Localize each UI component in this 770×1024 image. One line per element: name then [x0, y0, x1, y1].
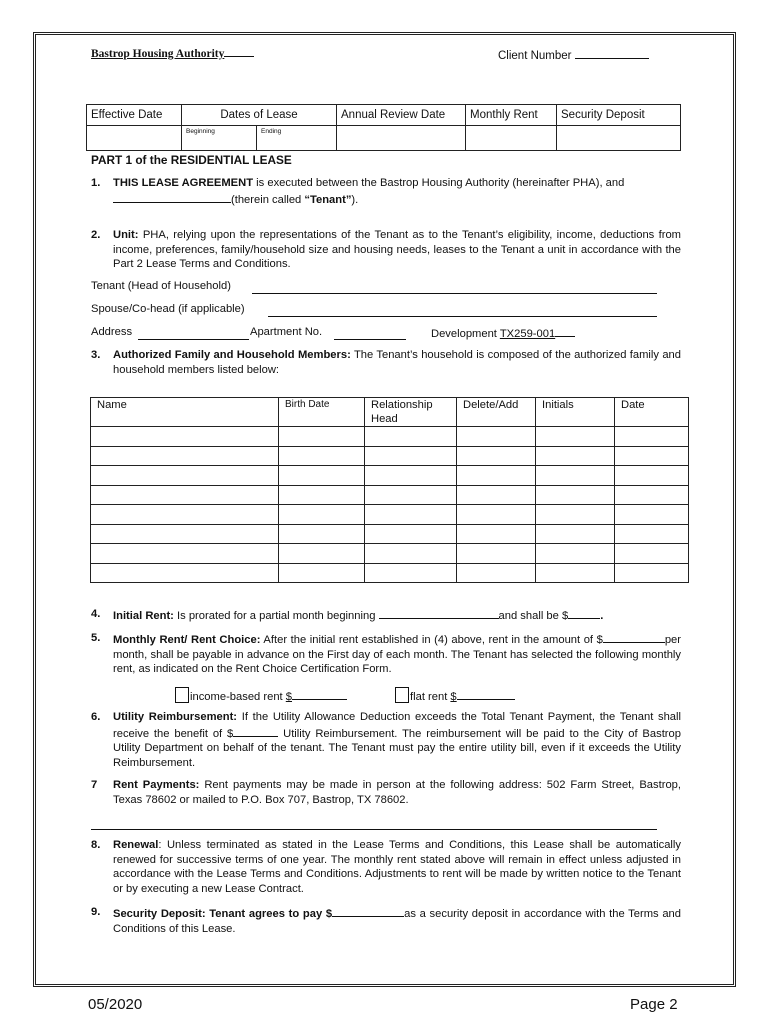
development-label-text: Development — [431, 328, 497, 340]
spouse-field-line[interactable] — [268, 315, 657, 317]
family-cell[interactable] — [365, 466, 457, 486]
family-cell[interactable] — [91, 544, 279, 564]
s9-amount-field[interactable] — [332, 905, 404, 917]
family-cell[interactable] — [536, 427, 615, 447]
s5-text: After the initial rent established in (4) above, rent in the amount of $ — [260, 634, 603, 646]
family-cell[interactable] — [536, 544, 615, 564]
client-number-label: Client Number — [498, 50, 572, 62]
family-cell[interactable] — [457, 485, 536, 505]
family-cell[interactable] — [365, 544, 457, 564]
family-row — [91, 544, 689, 564]
section-3 — [91, 348, 681, 377]
address-field-label: Address — [91, 326, 133, 338]
family-cell[interactable] — [457, 544, 536, 564]
development-value: TX259-001 — [499, 328, 556, 340]
s3-text: The Tenant’s household is composed of the authorized family and household members listed below: — [113, 349, 682, 376]
family-cell[interactable] — [91, 485, 279, 505]
s2-text: PHA, relying upon the representations of the Tenant as to the Tenant’s eligibility, income, deductions from income, preferences, family/household size and housing needs, leases to the Tenant a unit in accordance with the Part 2 Lease Terms and Conditions. — [113, 229, 681, 271]
client-number — [498, 47, 649, 62]
family-cell[interactable] — [457, 446, 536, 466]
family-cell[interactable] — [536, 485, 615, 505]
income-based-checkbox[interactable] — [175, 687, 189, 703]
family-cell[interactable] — [615, 563, 689, 583]
family-cell[interactable] — [457, 524, 536, 544]
family-cell[interactable] — [91, 505, 279, 525]
footer-page: Page 2 — [630, 996, 678, 1013]
s5-amount-field[interactable] — [603, 631, 665, 643]
s1-bold: THIS LEASE AGREEMENT — [113, 177, 254, 189]
s4-amount-field[interactable] — [568, 607, 600, 619]
family-cell[interactable] — [279, 446, 365, 466]
s6-text: If the Utility Allowance Deduction exceeds the Total Tenant Payment, the Tenant shall receive the benefit of $ — [113, 711, 682, 740]
income-based-dollar: $ — [285, 691, 293, 703]
development-label — [431, 326, 575, 340]
s4-bold: Initial Rent: — [113, 610, 174, 622]
s4-text2: and shall be $ — [498, 610, 569, 622]
col-date: Date — [615, 398, 689, 427]
family-members-table — [90, 397, 689, 583]
family-cell[interactable] — [615, 524, 689, 544]
col-name: Name — [91, 398, 279, 427]
s4-date-field[interactable] — [379, 607, 499, 619]
apartment-field-line[interactable] — [334, 338, 406, 340]
family-cell[interactable] — [457, 505, 536, 525]
family-cell[interactable] — [615, 466, 689, 486]
family-row — [91, 427, 689, 447]
family-cell[interactable] — [365, 485, 457, 505]
apartment-field-label: Apartment No. — [250, 326, 323, 338]
family-cell[interactable] — [536, 466, 615, 486]
address-field-line[interactable] — [138, 338, 249, 340]
family-cell[interactable] — [365, 446, 457, 466]
family-cell[interactable] — [365, 524, 457, 544]
family-cell[interactable] — [91, 524, 279, 544]
family-cell[interactable] — [615, 446, 689, 466]
family-cell[interactable] — [91, 446, 279, 466]
section-9 — [91, 905, 681, 936]
s3-num: 3. — [91, 349, 101, 361]
family-row — [91, 524, 689, 544]
divider-line — [91, 828, 657, 830]
header-annual-review: Annual Review Date — [337, 105, 466, 126]
s3-bold: Authorized Family and Household Members: — [113, 349, 351, 361]
header-security-deposit: Security Deposit — [557, 105, 681, 126]
family-cell[interactable] — [91, 466, 279, 486]
lease-info-table — [86, 104, 681, 151]
s7-num: 7 — [91, 779, 98, 791]
family-cell[interactable] — [457, 466, 536, 486]
col-delete-add: Delete/Add — [457, 398, 536, 427]
family-cell[interactable] — [365, 563, 457, 583]
header-dates-of-lease: Dates of Lease — [182, 105, 337, 126]
flat-rent-option[interactable] — [395, 687, 515, 705]
s7-text: Rent payments may be made in person at the following address: 502 Farm Street, Bastrop, Texas 78602 or mailed to P.O. Box 707, Bastrop, TX 78602. — [113, 779, 681, 806]
s6-bold: Utility Reimbursement: — [113, 711, 238, 723]
family-cell[interactable] — [91, 427, 279, 447]
s1-end: ). — [351, 193, 359, 206]
relationship-head: Head — [371, 413, 398, 425]
family-cell[interactable] — [279, 563, 365, 583]
family-cell[interactable] — [457, 427, 536, 447]
col-birth-date: Birth Date — [279, 398, 365, 427]
header-effective-date: Effective Date — [87, 105, 182, 126]
family-cell[interactable] — [365, 505, 457, 525]
income-based-field[interactable] — [292, 688, 347, 700]
family-cell[interactable] — [279, 544, 365, 564]
family-cell[interactable] — [279, 524, 365, 544]
section-4 — [91, 607, 681, 624]
beginning-cell[interactable]: Beginning — [182, 126, 257, 151]
family-row — [91, 485, 689, 505]
section-2 — [91, 228, 681, 272]
s2-num: 2. — [91, 229, 101, 241]
org-name-text: Bastrop Housing Authority — [91, 48, 225, 60]
s6-text2: Utility Reimbursement. The reimbursement will be paid to the City of Bastrop Utility Department on behalf of the tenant. The Tenant must pay the entire utility bill, even if it exceeds the Utility Reimbursement. — [113, 727, 681, 769]
family-cell[interactable] — [536, 446, 615, 466]
s6-amount-field[interactable] — [233, 725, 278, 737]
client-number-field[interactable] — [575, 47, 649, 59]
family-cell[interactable] — [279, 505, 365, 525]
family-row — [91, 505, 689, 525]
family-row — [91, 466, 689, 486]
annual-review-cell[interactable] — [337, 126, 466, 151]
s1-text: is executed between the Bastrop Housing Authority (hereinafter PHA), and — [253, 177, 625, 189]
s1-text2: (therein called — [231, 193, 305, 206]
org-name — [91, 47, 254, 60]
effective-date-cell[interactable] — [87, 126, 182, 151]
s1-num: 1. — [91, 177, 101, 189]
family-cell[interactable] — [536, 524, 615, 544]
family-cell[interactable] — [279, 427, 365, 447]
header-monthly-rent: Monthly Rent — [466, 105, 557, 126]
s5-num: 5. — [91, 632, 101, 644]
s9-text: as a security deposit in accordance with the Terms and Conditions of this Lease. — [113, 908, 681, 935]
flat-rent-field[interactable] — [457, 688, 515, 700]
family-row — [91, 446, 689, 466]
part-title: PART 1 of the RESIDENTIAL LEASE — [91, 153, 292, 167]
income-based-option[interactable] — [175, 687, 347, 705]
family-cell[interactable] — [615, 505, 689, 525]
security-deposit-cell[interactable] — [557, 126, 681, 151]
s4-text: Is prorated for a partial month beginning — [173, 610, 379, 622]
s9-bold: Security Deposit: Tenant agrees to pay $ — [113, 908, 333, 920]
s8-num: 8. — [91, 839, 101, 851]
s4-num: 4. — [91, 608, 101, 620]
col-initials: Initials — [536, 398, 615, 427]
section-6 — [91, 710, 681, 770]
family-cell[interactable] — [279, 466, 365, 486]
flat-rent-label: flat rent — [410, 691, 451, 703]
flat-rent-dollar: $ — [450, 691, 457, 703]
family-cell[interactable] — [615, 544, 689, 564]
col-relationship — [365, 398, 457, 427]
family-cell[interactable] — [91, 563, 279, 583]
section-1 — [91, 176, 681, 207]
s6-num: 6. — [91, 711, 101, 723]
s7-bold: Rent Payments: — [113, 779, 200, 791]
tenant-field-label: Tenant (Head of Household) — [91, 280, 231, 292]
s1-tenant: “Tenant” — [304, 193, 352, 206]
s1-name-field[interactable] — [113, 191, 231, 203]
flat-rent-checkbox[interactable] — [395, 687, 409, 703]
family-cell[interactable] — [615, 485, 689, 505]
spouse-field-label: Spouse/Co-head (if applicable) — [91, 303, 245, 315]
family-cell[interactable] — [365, 427, 457, 447]
family-cell[interactable] — [615, 427, 689, 447]
s9-num: 9. — [91, 906, 101, 918]
s5-text2: per month, shall be payable in advance on the First day of each month. The Tenant has selected the following monthly rent, as indicated on the Rent Choice Certification Form. — [113, 634, 681, 676]
ending-cell[interactable]: Ending — [257, 126, 337, 151]
monthly-rent-cell[interactable] — [466, 126, 557, 151]
section-7 — [91, 778, 681, 807]
family-cell[interactable] — [536, 505, 615, 525]
s5-bold: Monthly Rent/ Rent Choice: — [113, 634, 261, 646]
family-cell[interactable] — [536, 563, 615, 583]
col-relationship-label: Relationship — [371, 399, 433, 411]
footer-date: 05/2020 — [88, 996, 143, 1013]
family-row — [91, 563, 689, 583]
income-based-label: income-based rent — [190, 691, 286, 703]
family-cell[interactable] — [457, 563, 536, 583]
section-8 — [91, 838, 681, 896]
family-cell[interactable] — [279, 485, 365, 505]
tenant-field-line[interactable] — [252, 292, 657, 294]
s2-bold: Unit: — [113, 229, 139, 241]
s8-text: : Unless terminated as stated in the Lease Terms and Conditions, this Lease shall be automatically renewed for successive terms of one year. The monthly rent stated above will remain in effect unless adjusted in accordance with the Lease Terms and Conditions. Adjustments to rent will be made by written notice to the Tenant or by executing a new Lease Contract. — [113, 839, 681, 895]
s4-end: . — [600, 610, 604, 622]
s8-bold: Renewal — [113, 839, 159, 851]
section-5 — [91, 631, 681, 677]
